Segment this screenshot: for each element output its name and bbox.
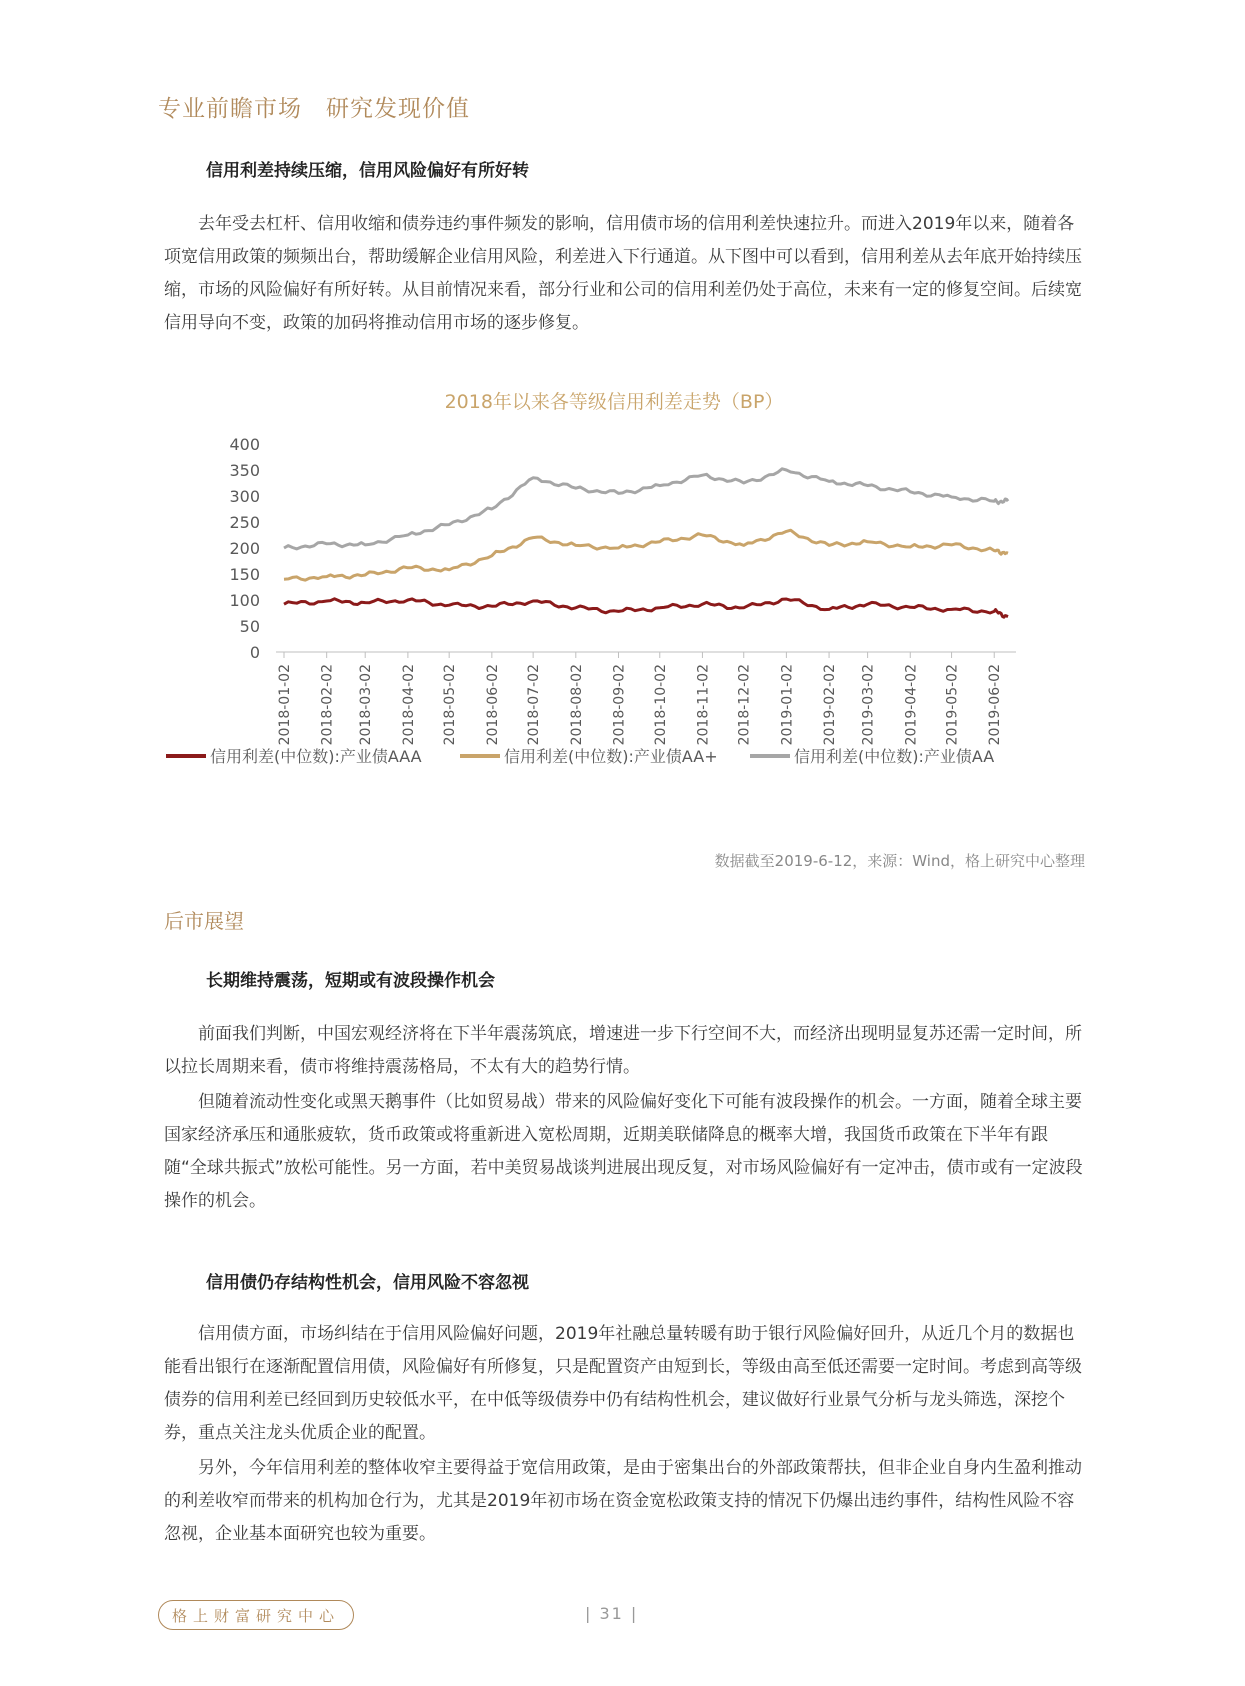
x-tick-label: 2018-08-02: [568, 664, 585, 746]
x-tick-label: 2018-03-02: [358, 664, 375, 746]
series-line: [284, 469, 1008, 549]
x-tick-label: 2018-01-02: [277, 664, 293, 746]
y-tick-label: 100: [229, 591, 260, 610]
section-heading-oscillation: 长期维持震荡，短期或有波段操作机会: [206, 971, 495, 991]
chart-title: 2018年以来各等级信用利差走势（BP）: [444, 391, 784, 413]
x-tick-label: 2018-11-02: [695, 664, 712, 746]
x-tick-label: 2019-06-02: [987, 664, 1004, 746]
y-tick-label: 300: [229, 487, 260, 506]
x-tick-label: 2018-10-02: [652, 664, 669, 746]
legend-label: 信用利差(中位数):产业债AAA: [210, 747, 422, 766]
footer-badge: 格上财富研究中心: [158, 1600, 354, 1630]
x-tick-label: 2018-12-02: [736, 664, 753, 746]
legend-label: 信用利差(中位数):产业债AA: [794, 747, 995, 766]
x-tick-label: 2018-02-02: [319, 664, 336, 746]
legend-label: 信用利差(中位数):产业债AA+: [504, 747, 718, 766]
credit-spread-chart: [160, 380, 1090, 880]
series-line: [284, 599, 1008, 617]
paragraph-credit-spread: 去年受去杠杆、信用收缩和债券违约事件频发的影响，信用债市场的信用利差快速拉升。而进入2019年以来，随着各项宽信用政策的频频出台，帮助缓解企业信用风险，利差进入下行通道。从下图中可以看到，信用利差从去年底开始持续压缩，市场的风险偏好有所好转。从目前情况来看，部分行业和公司的信用利差仍处于高位，未来有一定的修复空间。后续宽信用导向不变，政策的加码将推动信用市场的逐步修复。: [164, 214, 1082, 333]
y-tick-label: 200: [229, 539, 260, 558]
paragraph-credit-bonds-1: 信用债方面，市场纠结在于信用风险偏好问题，2019年社融总量转暖有助于银行风险偏好回升，从近几个月的数据也能看出银行在逐渐配置信用债，风险偏好有所修复，只是配置资产由短到长，等级由高至低还需要一定时间。考虑到高等级债券的信用利差已经回到历史较低水平，在中低等级债券中仍有结构性机会，建议做好行业景气分析与龙头筛选，深挖个券，重点关注龙头优质企业的配置。: [164, 1324, 1082, 1443]
x-tick-label: 2019-05-02: [944, 664, 961, 746]
x-tick-label: 2018-05-02: [442, 664, 459, 746]
x-tick-label: 2018-06-02: [484, 664, 501, 746]
x-tick-label: 2019-02-02: [822, 664, 839, 746]
source-note: 数据截至2019-6-12，来源：Wind，格上研究中心整理: [714, 852, 1085, 870]
section-heading-credit-spread: 信用利差持续压缩，信用风险偏好有所好转: [206, 161, 529, 181]
paragraph-credit-bonds-2: 另外，今年信用利差的整体收窄主要得益于宽信用政策，是由于密集出台的外部政策帮扶，但非企业自身内生盈利推动的利差收窄而带来的机构加仓行为，尤其是2019年初市场在资金宽松政策支持的情况下仍爆出违约事件，结构性风险不容忽视，企业基本面研究也较为重要。: [164, 1458, 1082, 1544]
page-number: | 31 |: [585, 1604, 639, 1623]
x-tick-label: 2019-01-02: [779, 664, 796, 746]
chart-svg: [160, 380, 1090, 840]
y-tick-label: 150: [229, 565, 260, 584]
y-tick-label: 0: [249, 643, 260, 662]
y-tick-label: 350: [229, 461, 260, 480]
y-tick-label: 50: [239, 617, 260, 636]
y-tick-label: 400: [229, 435, 260, 454]
header-title: 专业前瞻市场 研究发现价值: [158, 96, 470, 122]
paragraph-oscillation-2: 但随着流动性变化或黑天鹅事件（比如贸易战）带来的风险偏好变化下可能有波段操作的机会。一方面，随着全球主要国家经济承压和通胀疲软，货币政策或将重新进入宽松周期，近期美联储降息的概率大增，我国货币政策在下半年有跟随“全球共振式”放松可能性。另一方面，若中美贸易战谈判进展出现反复，对市场风险偏好有一定冲击，债市或有一定波段操作的机会。: [164, 1092, 1083, 1211]
x-tick-label: 2018-04-02: [400, 664, 417, 746]
outlook-title: 后市展望: [164, 909, 244, 933]
x-tick-label: 2018-07-02: [526, 664, 543, 746]
paragraph-oscillation-1: 前面我们判断，中国宏观经济将在下半年震荡筑底，增速进一步下行空间不大，而经济出现明显复苏还需一定时间，所以拉长周期来看，债市将维持震荡格局，不太有大的趋势行情。: [164, 1024, 1082, 1077]
x-tick-label: 2018-09-02: [611, 664, 628, 746]
section-heading-credit-bonds: 信用债仍存结构性机会，信用风险不容忽视: [206, 1273, 529, 1293]
y-tick-label: 250: [229, 513, 260, 532]
x-tick-label: 2019-03-02: [860, 664, 877, 746]
x-tick-label: 2019-04-02: [903, 664, 920, 746]
